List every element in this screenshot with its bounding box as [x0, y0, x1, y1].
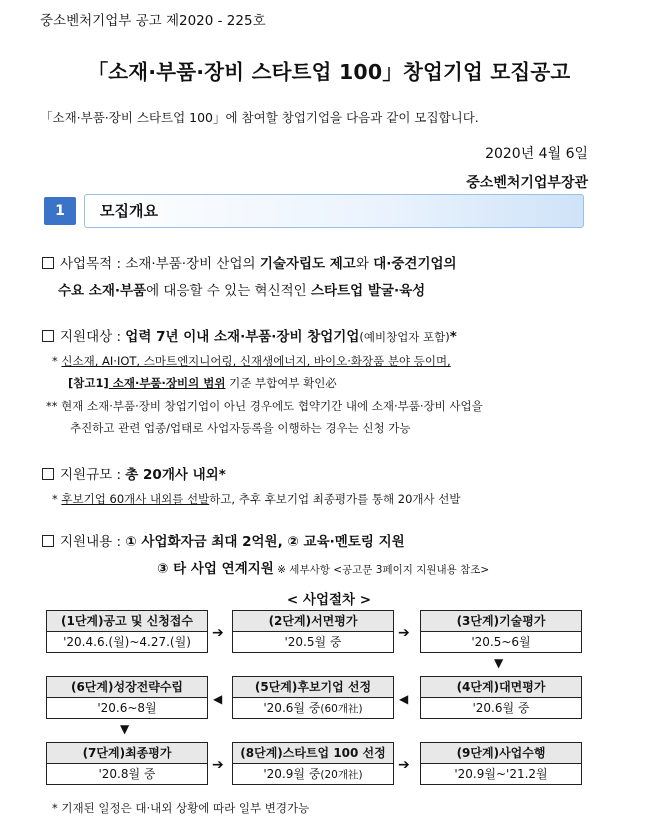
intro-text: 「소재·부품·장비 스타트업 100」에 참여할 창업기업을 다음과 같이 모집합니다.: [40, 110, 479, 125]
step-body: [233, 698, 393, 718]
step-8: [232, 742, 394, 785]
step-head: (6단계)성장전략수립: [47, 677, 207, 698]
target-emphasis: 업력 7년 이내 소재·부품·장비 창업기업: [125, 329, 360, 345]
step-2: [232, 610, 394, 653]
page-title: 「소재·부품·장비 스타트업 100」창업기업 모집공고: [87, 60, 571, 84]
step-head: (3단계)기술평가: [421, 611, 581, 632]
scale-star: *: [218, 467, 226, 483]
notice-number: 중소벤처기업부 공고 제2020 - 225호: [40, 13, 266, 29]
arrow-down-icon: ▼: [494, 656, 504, 670]
step-head: (8단계)스타트업 100 선정: [233, 743, 393, 764]
step-period: '20.5월 중: [284, 635, 342, 649]
target-line: [42, 325, 457, 345]
step-period: '20.6월 중: [263, 701, 321, 715]
step-head: (9단계)사업수행: [421, 743, 581, 764]
step-body: [47, 764, 207, 784]
scale-line: [42, 463, 226, 483]
purpose-emphasis: 수요 소재·부품: [58, 283, 147, 299]
purpose-line-2: [58, 279, 425, 299]
target-note-1b: [68, 375, 337, 391]
purpose-emphasis: 대·중견기업의: [373, 256, 457, 272]
step-body: [233, 764, 393, 784]
purpose-emphasis: 기술자립도 제고: [259, 256, 356, 272]
step-body: [421, 632, 581, 652]
purpose-line-1: [42, 252, 457, 272]
target-star: *: [449, 329, 457, 345]
purpose-text: 에 대응할 수 있는 혁신적인: [146, 283, 311, 299]
step-head: (2단계)서면평가: [233, 611, 393, 632]
purpose-emphasis: 스타트업 발굴·육성: [311, 283, 426, 299]
purpose-text: 소재·부품·장비 산업의: [125, 256, 260, 272]
step-head: (5단계)후보기업 선정: [233, 677, 393, 698]
checkbox-square-icon: [42, 535, 54, 547]
target-note-1-text: 신소재, AI·IOT, 스마트엔지니어링, 신재생에너지, 바이오·화장품 분야 등이며,: [61, 354, 451, 368]
step-1: [46, 610, 208, 653]
step-head: (4단계)대면평가: [421, 677, 581, 698]
scale-note-rest: 하고, 추후 후보기업 최종평가를 통해 20개사 선발: [209, 492, 461, 506]
reference-title: 소재·부품·장비의 범위: [108, 376, 226, 390]
target-note-2-line-1: 현재 소재·부품·장비 창업기업이 아닌 경우에도 협약기간 내에 소재·부품·장비 사업을: [61, 399, 483, 413]
step-period: '20.6월 중: [472, 701, 530, 715]
note-marker: *: [52, 354, 58, 368]
step-5: [232, 676, 394, 719]
arrow-right-icon: ➔: [212, 625, 224, 641]
step-body: [421, 698, 581, 718]
reference-rest: 기준 부합여부 확인必: [225, 376, 337, 390]
section-number-badge: 1: [44, 197, 76, 225]
scale-note-underlined: 후보기업 60개사 내외를 선발: [61, 492, 210, 506]
content-label: 지원내용 :: [60, 534, 126, 550]
announcement-date: 2020년 4월 6일: [485, 146, 588, 162]
issuer: 중소벤처기업부장관: [466, 175, 588, 191]
target-note-inline: (예비창업자 포함): [359, 330, 450, 344]
checkbox-square-icon: [42, 468, 54, 480]
scale-emphasis: 총 20개사 내외: [125, 467, 219, 483]
step-period: '20.4.6.(월)~4.27.(월): [63, 635, 191, 649]
step-period: '20.8월 중: [98, 767, 156, 781]
arrow-right-icon: ➔: [398, 625, 410, 641]
step-head: (1단계)공고 및 신청접수: [47, 611, 207, 632]
step-period: '20.6~8월: [97, 701, 157, 715]
step-head: (7단계)최종평가: [47, 743, 207, 764]
step-period: '20.9월 중: [263, 767, 321, 781]
note-marker: *: [52, 492, 58, 506]
content-emphasis: ① 사업화자금 최대 2억원, ② 교육·멘토링 지원: [125, 534, 405, 550]
reference-tag: [참고1]: [68, 376, 109, 390]
arrow-down-icon: ▼: [120, 722, 130, 736]
step-6: [46, 676, 208, 719]
content-emphasis: ③ 타 사업 연계지원: [157, 561, 274, 577]
step-body: [421, 764, 581, 784]
checkbox-square-icon: [42, 257, 54, 269]
step-count: (60개社): [320, 703, 363, 715]
scale-label: 지원규모 :: [60, 467, 126, 483]
target-note-1: [52, 353, 451, 369]
step-body: [47, 698, 207, 718]
step-9: [420, 742, 582, 785]
purpose-text: 와: [355, 256, 374, 272]
checkbox-square-icon: [42, 330, 54, 342]
target-note-2-line-2: 추진하고 관련 업종/업태로 사업자등록을 이행하는 경우는 신청 가능: [70, 421, 411, 435]
step-period: '20.9월~'21.2월: [454, 767, 548, 781]
note-marker: **: [46, 399, 58, 413]
target-note-2: [46, 398, 483, 414]
content-line-2: [157, 557, 489, 577]
step-body: [47, 632, 207, 652]
arrow-right-icon: ➔: [212, 757, 224, 773]
section-title: 모집개요: [100, 202, 158, 220]
content-line-1: [42, 530, 405, 550]
section-header-box: [84, 194, 584, 228]
step-4: [420, 676, 582, 719]
arrow-left-icon: ◀: [213, 692, 223, 706]
purpose-label: 사업목적 :: [60, 256, 126, 272]
step-7: [46, 742, 208, 785]
step-period: '20.5~6월: [471, 635, 531, 649]
procedure-title: < 사업절차 >: [286, 592, 372, 608]
target-label: 지원대상 :: [60, 329, 126, 345]
scale-note: [52, 491, 461, 507]
arrow-left-icon: ◀: [399, 692, 409, 706]
content-note: ※ 세부사항 <공고문 3페이지 지원내용 참조>: [273, 564, 490, 576]
step-3: [420, 610, 582, 653]
step-count: (20개社): [320, 769, 363, 781]
step-body: [233, 632, 393, 652]
footnote: * 기재된 일정은 대·내외 상황에 따라 일부 변경가능: [52, 801, 310, 815]
arrow-right-icon: ➔: [398, 757, 410, 773]
